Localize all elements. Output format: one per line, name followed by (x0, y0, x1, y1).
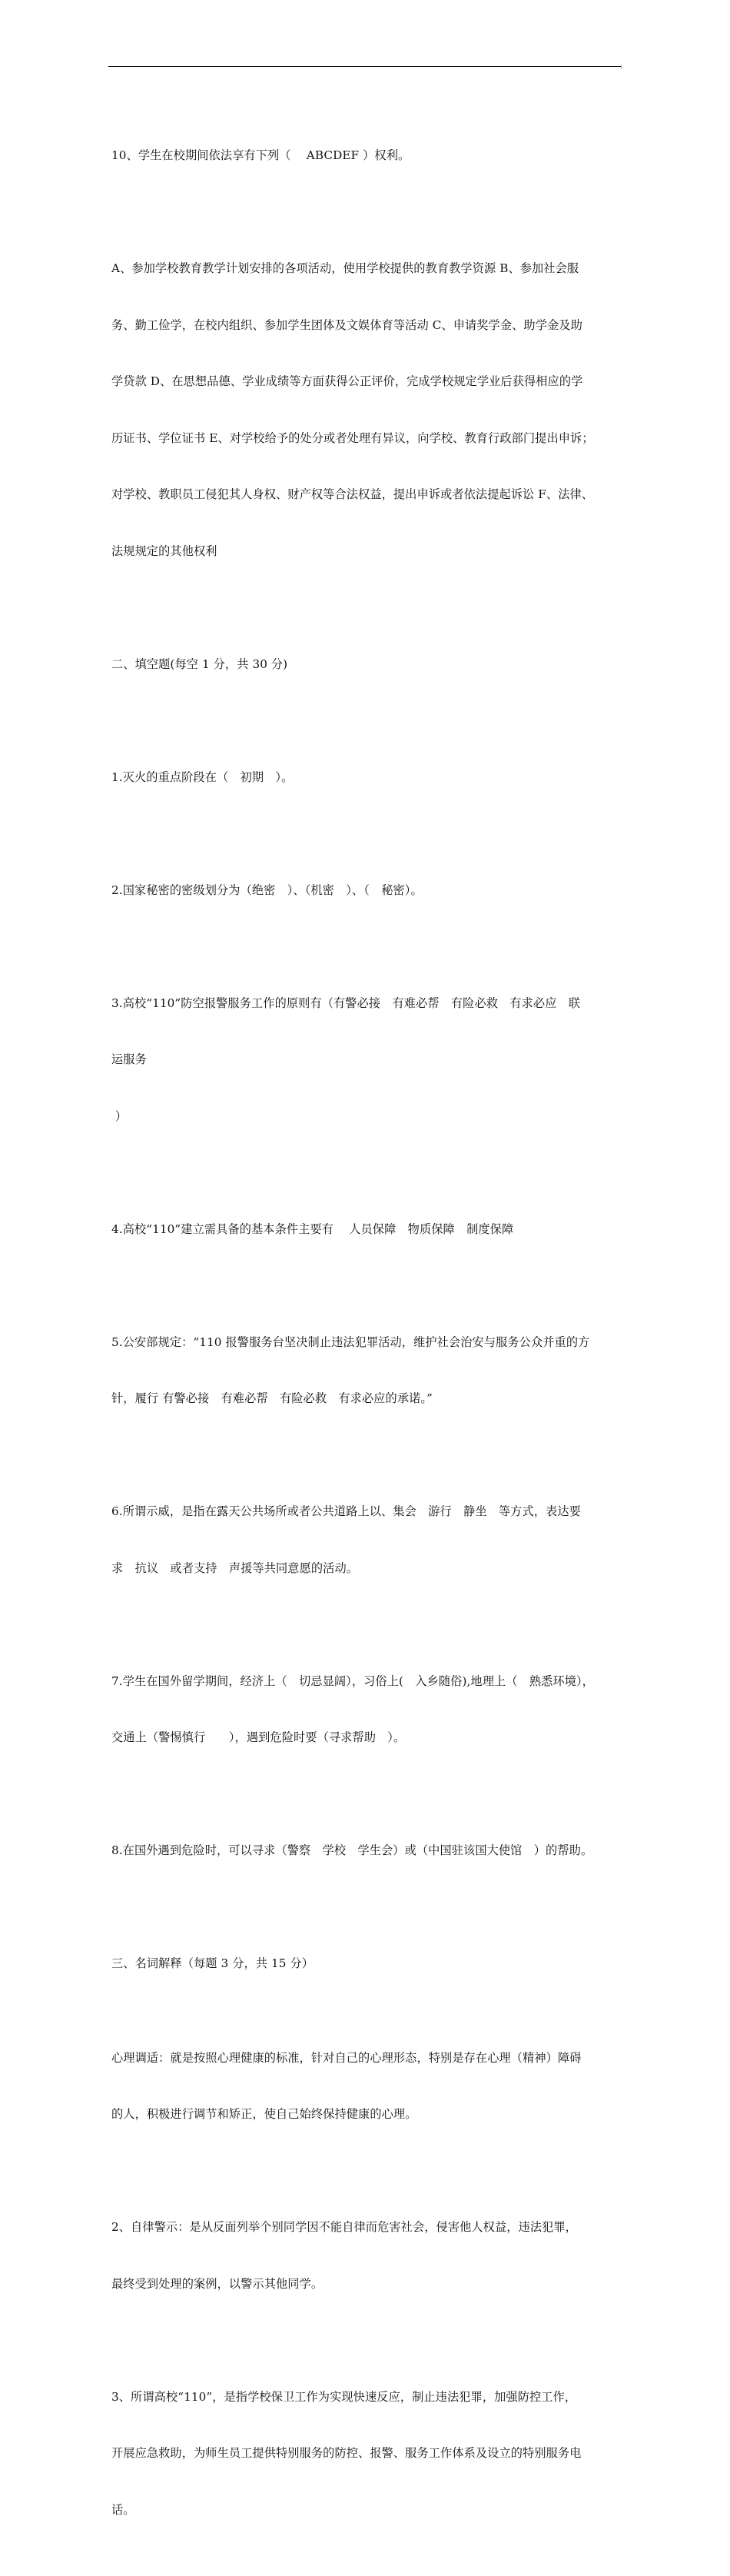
q10-stem-text: 10、学生在校期间依法享有下列（ ABCDEF ）权利。 (111, 148, 410, 162)
fill-item-line: 5.公安部规定：“110 报警服务台坚决制止违法犯罪活动，维护社会治安与服务公众并重的方 (111, 1335, 590, 1349)
term-item-2 (111, 2180, 622, 2331)
header-rule (108, 66, 621, 67)
section2-heading (111, 617, 622, 712)
q10-stem (111, 108, 622, 203)
term-item-line: 3、所谓高校“110”，是指学校保卫工作为实现快速反应，制止违法犯罪，加强防控工作， (111, 2389, 577, 2404)
fill-item-line: 1.灭火的重点阶段在（ 初期 ）。 (111, 769, 294, 784)
term-item-line: 最终受到处理的案例，以警示其他同学。 (111, 2276, 324, 2291)
fill-item-4 (111, 1182, 622, 1277)
fill-item-line: 求 抗议 或者支持 声援等共同意愿的活动。 (111, 1561, 359, 1575)
fill-item-7 (111, 1634, 622, 1785)
fill-item-line: ） (111, 1109, 128, 1123)
fill-item-line: 运服务 (111, 1052, 147, 1066)
document-body (111, 108, 622, 2576)
term-item-1 (111, 2011, 622, 2162)
fill-item-line: 2.国家秘密的密级划分为（绝密 ）、（机密 ）、（ 秘密）。 (111, 882, 423, 897)
fill-item-line: 4.高校“110”建立需具备的基本条件主要有 人员保障 物质保障 制度保障 (111, 1222, 514, 1236)
section2-heading-text: 二、填空题(每空 1 分，共 30 分) (111, 656, 288, 671)
fill-item-8 (111, 1803, 622, 1898)
q10-options-line: A、参加学校教育教学计划安排的各项活动，使用学校提供的教育教学资源 B、参加社会服 (111, 261, 579, 275)
term-item-line: 话。 (111, 2502, 135, 2517)
section3-heading-text: 三、名词解释（每题 3 分，共 15 分） (111, 1956, 314, 1970)
fill-item-line: 交通上（警惕慎行 ），遇到危险时要（寻求帮助 ）。 (111, 1730, 406, 1744)
fill-item-6 (111, 1464, 622, 1615)
q10-options (111, 221, 622, 598)
q10-options-line: 学贷款 D、在思想品德、学业成绩等方面获得公正评价，完成学校规定学业后获得相应的学 (111, 374, 583, 388)
q10-options-line: 对学校、教职员工侵犯其人身权、财产权等合法权益，提出申诉或者依法提起诉讼 F、法律、 (111, 487, 594, 501)
fill-item-5 (111, 1295, 622, 1446)
term-item-3 (111, 2350, 622, 2558)
header-rule-tick (621, 65, 622, 69)
q10-options-line: 法规规定的其他权利 (111, 543, 217, 558)
term-item-line: 2、自律警示：是从反面列举个别同学因不能自律而危害社会，侵害他人权益，违法犯罪， (111, 2220, 577, 2234)
term-item-line: 的人，积极进行调节和矫正，使自己始终保持健康的心理。 (111, 2107, 417, 2121)
fill-item-line: 6.所谓示威，是指在露天公共场所或者公共道路上以、集会 游行 静坐 等方式，表达要 (111, 1504, 581, 1518)
fill-item-line: 7.学生在国外留学期间，经济上（ 切忌显阔），习俗上( 入乡随俗),地理上（ 熟悉环境）， (111, 1674, 594, 1688)
fill-item-3 (111, 956, 622, 1164)
term-item-line: 心理调适：就是按照心理健康的标准，针对自己的心理形态，特别是存在心理（精神）障碍 (111, 2050, 582, 2065)
fill-item-line: 3.高校“110”防空报警服务工作的原则有（有警必接 有难必帮 有险必救 有求必应 联 (111, 995, 581, 1010)
fill-item-line: 针，履行 有警必接 有难必帮 有险必救 有求必应的承诺。” (111, 1391, 433, 1405)
section3-heading (111, 1916, 622, 2011)
term-item-line: 开展应急救助，为师生员工提供特别服务的防控、报警、服务工作体系及设立的特别服务电 (111, 2446, 582, 2460)
q10-options-line: 务、勤工俭学，在校内组织、参加学生团体及文娱体育等活动 C、申请奖学金、助学金及助 (111, 317, 582, 332)
fill-item-1 (111, 730, 622, 825)
q10-options-line: 历证书、学位证书 E、对学校给予的处分或者处理有异议，向学校、教育行政部门提出申诉； (111, 430, 594, 445)
fill-item-2 (111, 843, 622, 938)
fill-item-line: 8.在国外遇到危险时，可以寻求（警察 学校 学生会）或（中国驻该国大使馆 ）的帮助。 (111, 1843, 593, 1857)
